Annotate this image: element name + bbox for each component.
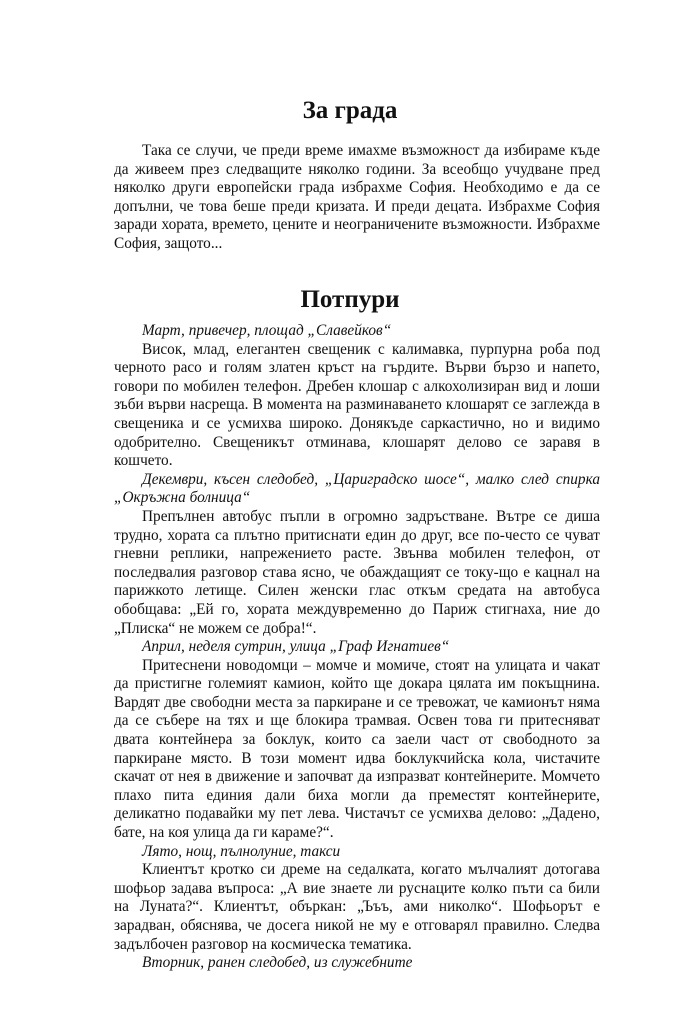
entry-text: Препълнен автобус пъпли в огромно задръстване. Вътре се диша трудно, хората са плътно притиснати един до друг, все по-често се чуват гневни реплики, напрежението расте. Звънва мобилен телефон, от последвалия разговор става ясно, че обаждащият се току-що е кацнал на парижкото летище. Силен женски глас откъм средата на автобуса обобщава: „Ей го, хората междувременно до Париж стигнаха, ние до „Плиска“ не можем се добра!“. [114, 507, 600, 637]
section-title-potpuri: Потпури [300, 286, 400, 313]
entry-heading: Април, неделя сутрин, улица „Граф Игнатиев“ [142, 638, 450, 656]
section-title-za-grada: За града [302, 97, 398, 124]
entry-heading: Лято, нощ, пълнолуние, такси [142, 842, 341, 860]
entry-heading: Вторник, ранен следобед, из служебните [142, 954, 413, 972]
entry-text: Висок, млад, елегантен свещеник с калимавка, пурпурна роба под черното расо и голям златен кръст на гърдите. Върви бързо и напето, говори по мобилен телефон. Дребен клошар с алкохолизиран вид и лоши зъби върви насреща. В момента на разминаването клошарят се заглежда в свещеника и се усмихва широко. Донякъде саркастично, но и видимо одобрително. Свещеникът отминава, клошарят делово се заравя в кошчето. [114, 340, 600, 470]
potpuri-text-block [114, 322, 600, 973]
intro-paragraph: Така се случи, че преди време имахме възможност да избираме къде да живеем през следващите няколко години. За всеобщо учудване пред няколко други европейски града избрахме София. Необходимо е да се допълни, че това беше преди кризата. И преди децата. Избрахме София заради хората, времето, цените и неограничените възможности. Избрахме София, защото... [114, 142, 600, 252]
entry-text: Клиентът кротко си дреме на седалката, когато мълчалият дотогава шофьор задава въпроса: „А вие знаете ли руснаците колко пъти са били на Луната?“. Клиентът, объркан: „Ъъъ, ами николко“. Шофьорът е зарадван, обяснява, че досега никой не му е отговарял правилно. Следва задълбочен разговор на космическа тематика. [114, 861, 600, 953]
entry-text: Притеснени новодомци – момче и момиче, стоят на улицата и чакат да пристигне големият камион, който ще докара цялата им покъщнина. Вардят две свободни места за паркиране и се тревожат, че камионът няма да се събере на тях и ще блокира трамвая. Освен това ги притесняват двата контейнера за боклук, които са заели част от свободното за паркиране място. В този момент идва боклукчийска кола, чистачите скачат от нея в движение и започват да изпразват контейнерите. Момчето плахо пита единия дали биха могли да преместят контейнерите, деликатно подавайки му пет лева. Чистачът се усмихва делово: „Дадено, бате, на коя улица да ги караме?“. [114, 656, 600, 842]
entry-heading: Декември, късен следобед, „Цариградско шосе“, малко след спирка „Окръжна болница“ [114, 470, 600, 507]
intro-text-block [114, 142, 600, 254]
entry-heading: Март, привечер, площад „Славейков“ [142, 322, 392, 339]
